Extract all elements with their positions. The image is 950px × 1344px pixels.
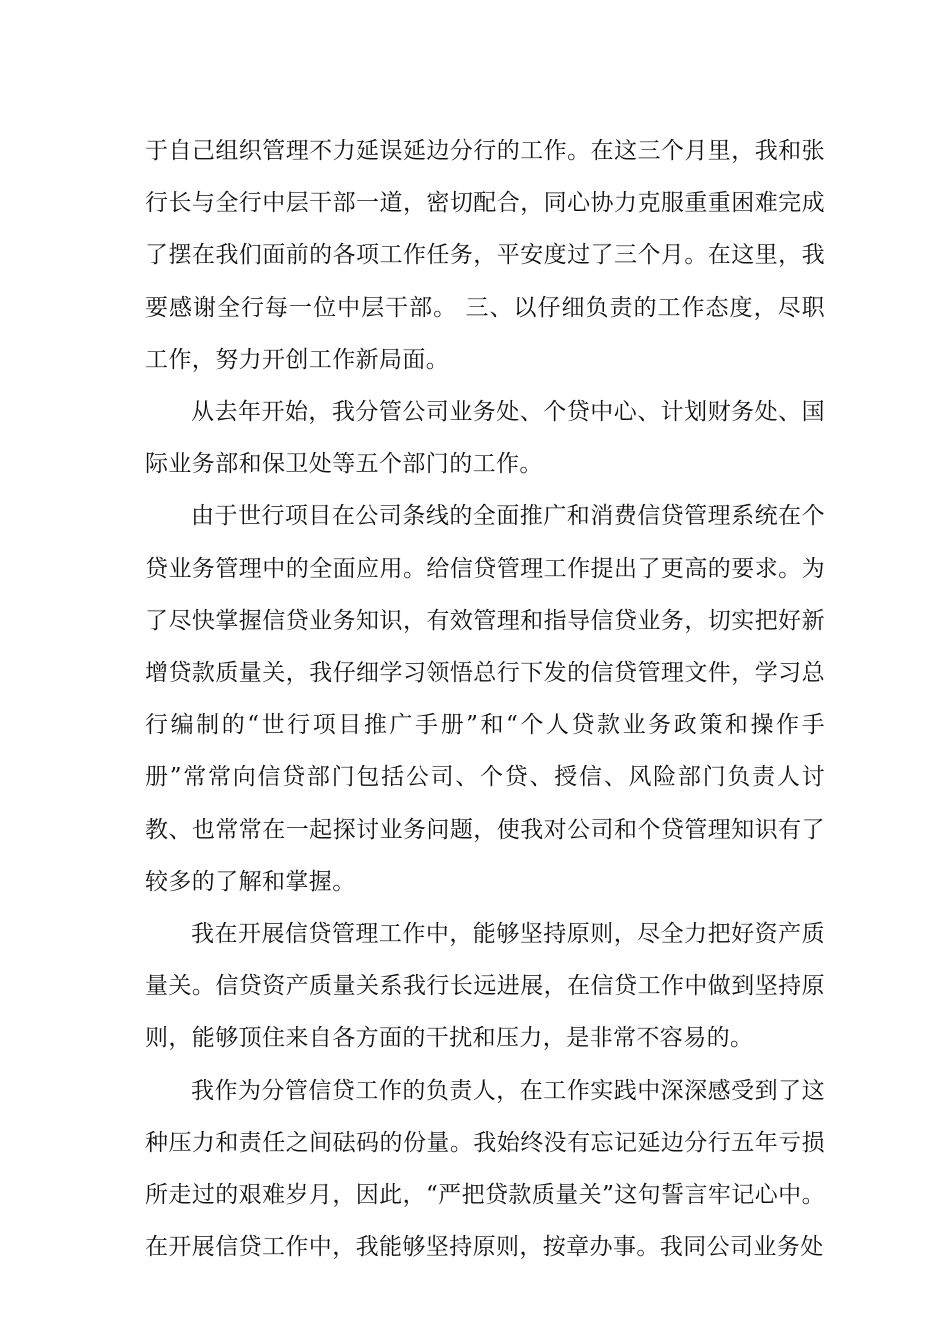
paragraph-5: 我作为分管信贷工作的负责人，在工作实践中深深感受到了这种压力和责任之间砝码的份量。我始终没有忘记延边分行五年亏损所走过的艰难岁月，因此，“严把贷款质量关”这句誓言牢记心中。在开展信贷工作中，我能够坚持原则，按章办事。我同公司业务处 [145,1077,825,1261]
paragraph-1: 于自己组织管理不力延误延边分行的工作。在这三个月里，我和张行长与全行中层干部一道，密切配合，同心协力克服重重困难完成了摆在我们面前的各项工作任务，平安度过了三个月。在这里，我要感谢全行每一位中层干部。 三、以仔细负责的工作态度，尽职工作，努力开创工作新局面。 [145,138,825,373]
document-body [145,125,825,1273]
paragraph-4: 我在开展信贷管理工作中，能够坚持原则，尽全力把好资产质量关。信贷资产质量关系我行长远进展，在信贷工作中做到坚持原则，能够顶住来自各方面的干扰和压力，是非常不容易的。 [145,921,825,1052]
paragraph-3: 由于世行项目在公司条线的全面推广和消费信贷管理系统在个贷业务管理中的全面应用。给信贷管理工作提出了更高的要求。为了尽快掌握信贷业务知识，有效管理和指导信贷业务，切实把好新增贷款质量关，我仔细学习领悟总行下发的信贷管理文件，学习总行编制的“世行项目推广手册”和“个人贷款业务政策和操作手册”常常向信贷部门包括公司、个贷、授信、风险部门负责人讨教、也常常在一起探讨业务问题，使我对公司和个贷管理知识有了较多的了解和掌握。 [145,503,825,895]
paragraph-2: 从去年开始，我分管公司业务处、个贷中心、计划财务处、国际业务部和保卫处等五个部门的工作。 [145,399,825,478]
